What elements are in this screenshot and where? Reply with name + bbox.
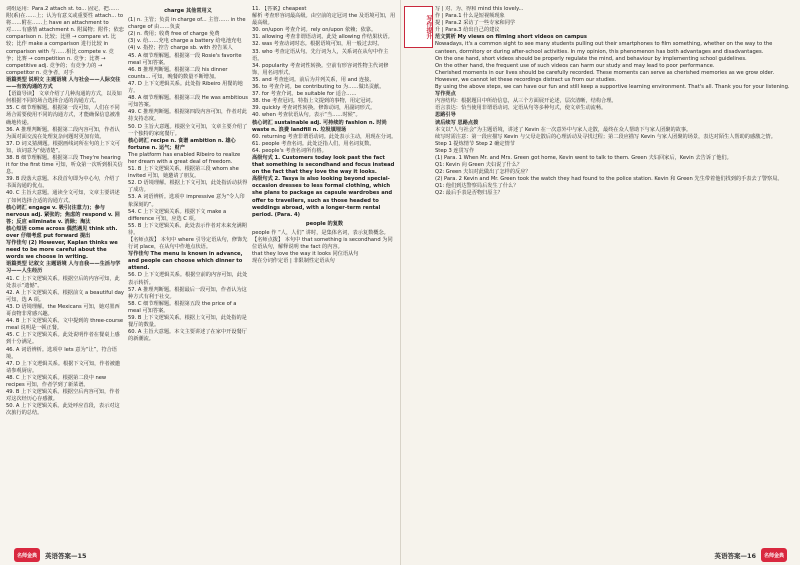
right-page [400,0,800,565]
text-paragraph: 43. D 语境理解。the Mexicans 可知，她对墨西哥食物非常感兴趣。 [6,303,120,318]
text-paragraph: 35. C 细节理解题。根据第一段可知，人们在不同场合需要使用不同的沟通方式，才能确保信息被准确地传递。 [6,105,121,126]
text-paragraph: 45. A 细节理解题。根据第一段 Rosie's favorite meal 可知答案。 [128,52,242,66]
text-paragraph: 44. B 上下文逻辑关系。文中提到的 three-course meal 说明是一顿正餐。 [6,318,124,332]
text-paragraph: On the one hand, short videos should be properly regulate the mind, and behaviour by implementing school guidelines. [435,55,747,62]
text-paragraph: 高级句式 2. Tasya is also looking beyond special-occasion dresses to less formal clothing, which she plans to package as capsule wardrobes and offer to travellers, such as those headed to weddings abroad, with a longer-term rental period. (Para. 4) [252,176,393,218]
text-paragraph: 58. C 细节理解题。根据第五段 the price of a meal 可知答案。 [128,300,237,314]
text-paragraph: 续写时需注意：第一段应描写 Kevin 与父母走散后的心理活动及寻找过程；第二段应描写 Kevin 与家人团聚的场景，表达对陌生人帮助的感激之情。 [435,133,776,140]
page-number: 英语答案—16 [714,551,756,560]
text-paragraph: (3) v. 给……充电 charge a battery 给电池充电 [128,38,242,45]
text-paragraph: 50. A 上下文逻辑关系。此处呼应首段，表示对这次旅行的总结。 [6,403,120,417]
text-paragraph: 提 | Para.2 采访了一些专家和同学 [435,20,516,27]
text-paragraph: On the other hand, the frequent use of such videos can harm our study and may lead to poor performance. [435,62,715,69]
text-paragraph: 【语篇导读】 文章介绍了几种沟通的方式，以及如何根据不同的场合选择合适的沟通方式。 [6,91,122,105]
text-paragraph: that they love the way it looks 同位语从句 [252,251,359,258]
writing-sidebox: 写作提升 [404,6,433,48]
text-paragraph: 高级句式 1. Customers today look past the fact that something is secondhand and focus instead on the fact that they love the way it looks. [252,154,395,176]
text-paragraph: 38. the 考查冠词。特指上文提到的事物，用定冠词。 [252,98,376,105]
text-paragraph: 思路引导 [435,112,456,119]
text-paragraph: 范文赏析 My views on filming short videos on campus [435,34,587,41]
text-paragraph: 46. B 推理判断题。根据第二段 his dinner counts... 可知，晚餐的数量不断增加。 [128,66,228,80]
text-paragraph: comparison n. 比较；比照 → compare vt. 比较；比作 make a comparison 进行比较 in comparison with 与……相比 compete v. 竞争；比赛 → competition n. 竞争；比赛 → competitive adj. 竞争的；有竞争力的 → competitor n. 竞争者，对手 [6,34,117,76]
text-paragraph: Q2: 最后手表是否物归原主？ [435,190,503,197]
text-paragraph: By using the above steps, we can have our fun and still keep a supportive learning environment. That's all. Thank you for your listening. [435,84,790,91]
text-paragraph: 49. C 推理判断题。根据第四段内容可知，作者对此持支持态度。 [128,109,247,123]
text-paragraph: 37. for 考查介词。be suitable for 适合…… [252,91,357,98]
text-paragraph: 36. A 推理判断题。根据第二段内容可知，作者认为面对面交流在处理复杂问题时更加有效。 [6,126,120,140]
text-paragraph: (4) v. 指控；控告 charge sb. with 控告某人 [128,45,233,52]
column-4-text [435,6,795,198]
text-paragraph: 写作佳句 The menu is known in advance, and people can choose which dinner to attend. [128,251,243,272]
text-paragraph: 56. D 上下文逻辑关系。根据空前的内容可知，此处表示转折。 [128,272,248,286]
text-paragraph: 【名师点拨】 本句中 where 引导定语从句，修饰先行词 place，在从句中作地点状语。 [128,237,248,251]
text-paragraph: 48. C 上下文逻辑关系。根据第二段中 new recipes 可知，作者学到了新菜谱。 [6,374,107,388]
text-paragraph: 42. A 上下文逻辑关系。根据前文 a beautiful day 可知，选 A 项。 [6,289,124,303]
text-paragraph: Cherished moments in our lives should be carefully recorded. These moments can serve as cherished memories as we grow older. However, we cannot let these recordings distract us from our studies. [435,69,775,83]
text-paragraph: Q2: Green 夫妇对此做出了怎样的反应？ [435,169,531,176]
text-paragraph: 11. 【答案】cheapest [252,6,307,12]
text-paragraph: 31. allowing 考查非谓语动词。此处 allowing 作结果状语。 [252,34,393,41]
column-4 [435,6,795,546]
text-paragraph: 61. people 考查名词。此处泛指人们，用名词复数。 [252,140,375,147]
text-paragraph: Step 1 提炼情节 Step 2 确定情节 [435,140,515,147]
text-paragraph: 核心词汇 sustainable adj. 可持续的 fashion n. 时尚 waste n. 浪费 landfill n. 垃圾填埋场 [252,119,387,133]
column-2 [128,6,248,546]
text-paragraph: 64. people's 考查名词所有格。 [252,147,327,154]
text-paragraph: 写 | 对、为、得和 mind this lovely... [435,6,524,12]
text-paragraph: (1) n. 主管；负责 in charge of... 主管…… in the charge of 由……负责 [128,17,246,31]
right-footer [401,545,800,565]
text-paragraph: 语篇类型 记叙文 主题语境 人与自我——生活与学习——人生经历 [6,261,121,275]
text-paragraph: 写作亮点 [435,91,456,98]
column-1-text [6,6,124,417]
text-paragraph: Q1: Kevin 向 Green 夫妇说了什么？ [435,162,523,169]
text-paragraph: 核心短语 come across 偶然遇见 think sth. over 仔细考虑 put forward 提出 [6,225,118,239]
text-paragraph: 升 | Para.3 给出自己的建议 [435,27,500,34]
text-paragraph: 51. B 上下文逻辑关系。根据第三段 whom she invited 可知，她邀请了朋友。 [128,166,239,180]
text-paragraph: 解析 考查形容词最高级。由空前的定冠词 the 及语境可知，用最高级。 [252,13,396,27]
column-2-text [128,8,248,343]
text-paragraph: 50. D 主旨大意题。根据全文可知，文章主要介绍了一个独特的家庭餐厅。 [128,123,248,137]
text-paragraph: 57. A 推理判断题。根据最后一段可知，作者认为这种方式有利于社交。 [128,286,247,300]
text-paragraph: 现在分词作定语 | 非限制性定语从句 [252,258,335,265]
text-paragraph: 60. A 主旨大意题。本文主要讲述了在家中开设餐厅的新潮流。 [128,329,247,343]
text-paragraph: 47. D 上下文逻辑关系。根据下文可知，作者被邀请参观厨房。 [6,360,121,374]
text-paragraph: 39. B 段落大意题。本段首句即为中心句，介绍了书面沟通的优点。 [6,176,120,190]
text-paragraph: 52. D 语境理解。根据上下文可知，此处指活动获得了成功。 [128,180,248,194]
text-paragraph: 读后续写 思路点拨 [435,119,479,126]
text-paragraph: 59. B 上下文逻辑关系。根据上文可知，此处指的是餐厅的数量。 [128,315,247,329]
text-paragraph: people 作 “人，人们” 讲时，是集体名词，表示复数概念。 [252,229,389,236]
text-paragraph: 作 | Para.1 什么是短视频现象 [435,13,505,20]
text-paragraph: Step 3 连贯写作 [435,147,475,154]
text-paragraph: 39. quickly 考查词性转换。修饰动词，用副词形式。 [252,105,376,112]
text-paragraph: 48. A 细节理解题。根据第三段 He was ambitious 可知答案。 [128,95,248,109]
text-paragraph: 核心词汇 engage v. 吸引(注意力)；参与 nervous adj. 紧张的；焦虑的 respond v. 回答；反应 eliminate v. 消除；淘汰 [6,204,120,225]
text-paragraph: 55. B 上下文逻辑关系。此处表示作者对未来充满期待。 [128,222,247,236]
text-paragraph: (2) n. 费用；收费 free of charge 免费 [128,31,220,38]
text-paragraph: Q1: 他们到达警察局后发生了什么？ [435,183,519,190]
text-paragraph: 词组运用：Para.2 attach st. to... 固定，把……附(系)在……上；认为有意义或重要性 attach... to 将……附在……上 have an attachment to 对……有感情 attachment n. 附属物；附件；依恋 [6,6,124,34]
text-paragraph: 本文以“人与社会”为主题语境，讲述了 Kevin 在一次意外中与家人走散，最终在众人帮助下与家人团聚的故事。 [435,126,692,133]
text-paragraph: 核心词汇 recipe n. 食谱 ambition n. 雄心 fortune n. 运气；财产 [128,137,236,151]
text-paragraph: people 的复数 [305,220,344,227]
text-paragraph: 40. when 考查状语从句。表示“当……时候”。 [252,112,361,119]
column-3-text [252,6,397,265]
text-paragraph: 40. C 主旨大意题。通读全文可知，文章主要讲述了如何选择合适的沟通方式。 [6,190,120,204]
text-paragraph: 语篇类型 说明文 主题语境 人与社会——人际交往——有效沟通的方式 [6,76,121,91]
text-paragraph: 语言表达：恰当使用非谓语动词、定语从句等多种句式，使文章生动流畅。 [435,105,607,112]
brand-badge: 名师金典 [761,548,787,562]
text-paragraph: charge 其他常用义 [164,8,212,14]
text-paragraph: 49. B 上下文逻辑关系。根据空后内容可知，作者对这次经历心存感激。 [6,389,120,403]
text-paragraph: 53. A 词语辨析。选项中 impressive 意为“令人印象深刻的”。 [128,194,245,208]
text-paragraph: 37. D 词义猜测题。根据画线词所在句的上下文可知，该词意为“使清楚”。 [6,140,121,154]
text-paragraph: 35. and 考查连词。前后为并列关系，用 and 连接。 [252,76,375,83]
brand-badge: 名师金典 [14,548,40,562]
text-paragraph: 写作佳句 (2) However, Kaplan thinks we need to be more careful about the words we choose in writing. [6,240,118,261]
text-paragraph: 36. to 考查介词。be contributing to 为……做出贡献。 [252,84,385,91]
text-paragraph: (2) Para. 2 Kevin and Mr. Green took the watch they had found to the police station. Kevin 和 Green 先生带着他们找到的手表去了警察局。 [435,176,783,183]
column-1 [6,6,124,546]
text-paragraph: 60. returning 考查非谓语动词。此处表示主动，用现在分词。 [252,133,397,140]
page-number: 英语答案—15 [45,551,87,560]
text-paragraph: (1) Para. 1 When Mr. and Mrs. Green got home, Kevin went to talk to them. Green 夫妇回家后，Kevin 去告诉了他们。 [435,154,732,161]
text-paragraph: 46. A 词语辨析。选项中 lets 意为“让”，符合语境。 [6,346,117,360]
text-paragraph: 30. on/upon 考查介词。rely on/upon 依赖；依靠。 [252,27,377,34]
left-footer [0,545,400,565]
text-paragraph: 54. C 上下文逻辑关系。根据下文 make a difference 可知，应选 C 项。 [128,208,227,222]
column-3 [252,6,397,546]
text-paragraph: 32. was 考查动词时态。根据语境可知，用一般过去时。 [252,41,383,48]
text-paragraph: 34. popularity 考查词性转换。空前有形容词性物主代词修饰，用名词形式。 [252,62,389,76]
text-paragraph: Nowadays, it's a common sight to see many students pulling out their smartphones to film something, whether on the way to the canteen, dormitory or during after-school activities. In my opinion, this phenomenon has both advantages and disadvantages. [435,41,773,55]
text-paragraph: 47. D 上下文逻辑关系。此处指 Ribeiro 用餐的地方。 [128,80,243,95]
text-paragraph: 41. C 上下文逻辑关系。根据空后的内容可知，此处表示“遗憾”。 [6,275,120,289]
text-paragraph: 33. who 考查定语从句。先行词为人，关系词在从句中作主语。 [252,48,389,62]
text-paragraph: 38. B 细节理解题。根据第三段 They're hearing it for the first time 可知，听众第一次听到相关信息。 [6,154,123,176]
text-paragraph: 【名师点拨】 本句中 that something is secondhand 为同位语从句，解释说明 the fact 的内容。 [252,237,393,251]
text-paragraph: 内容结构：根据题目中所给信息，从三个方面展开论述，层次清晰，结构合理。 [435,98,617,105]
text-paragraph: The platform has enabled Ribeiro to realize her dream with a great deal of freedom. [128,151,241,165]
text-paragraph: 45. C 上下文逻辑关系。此处说明作者在餐桌上感到十分满足。 [6,332,120,346]
